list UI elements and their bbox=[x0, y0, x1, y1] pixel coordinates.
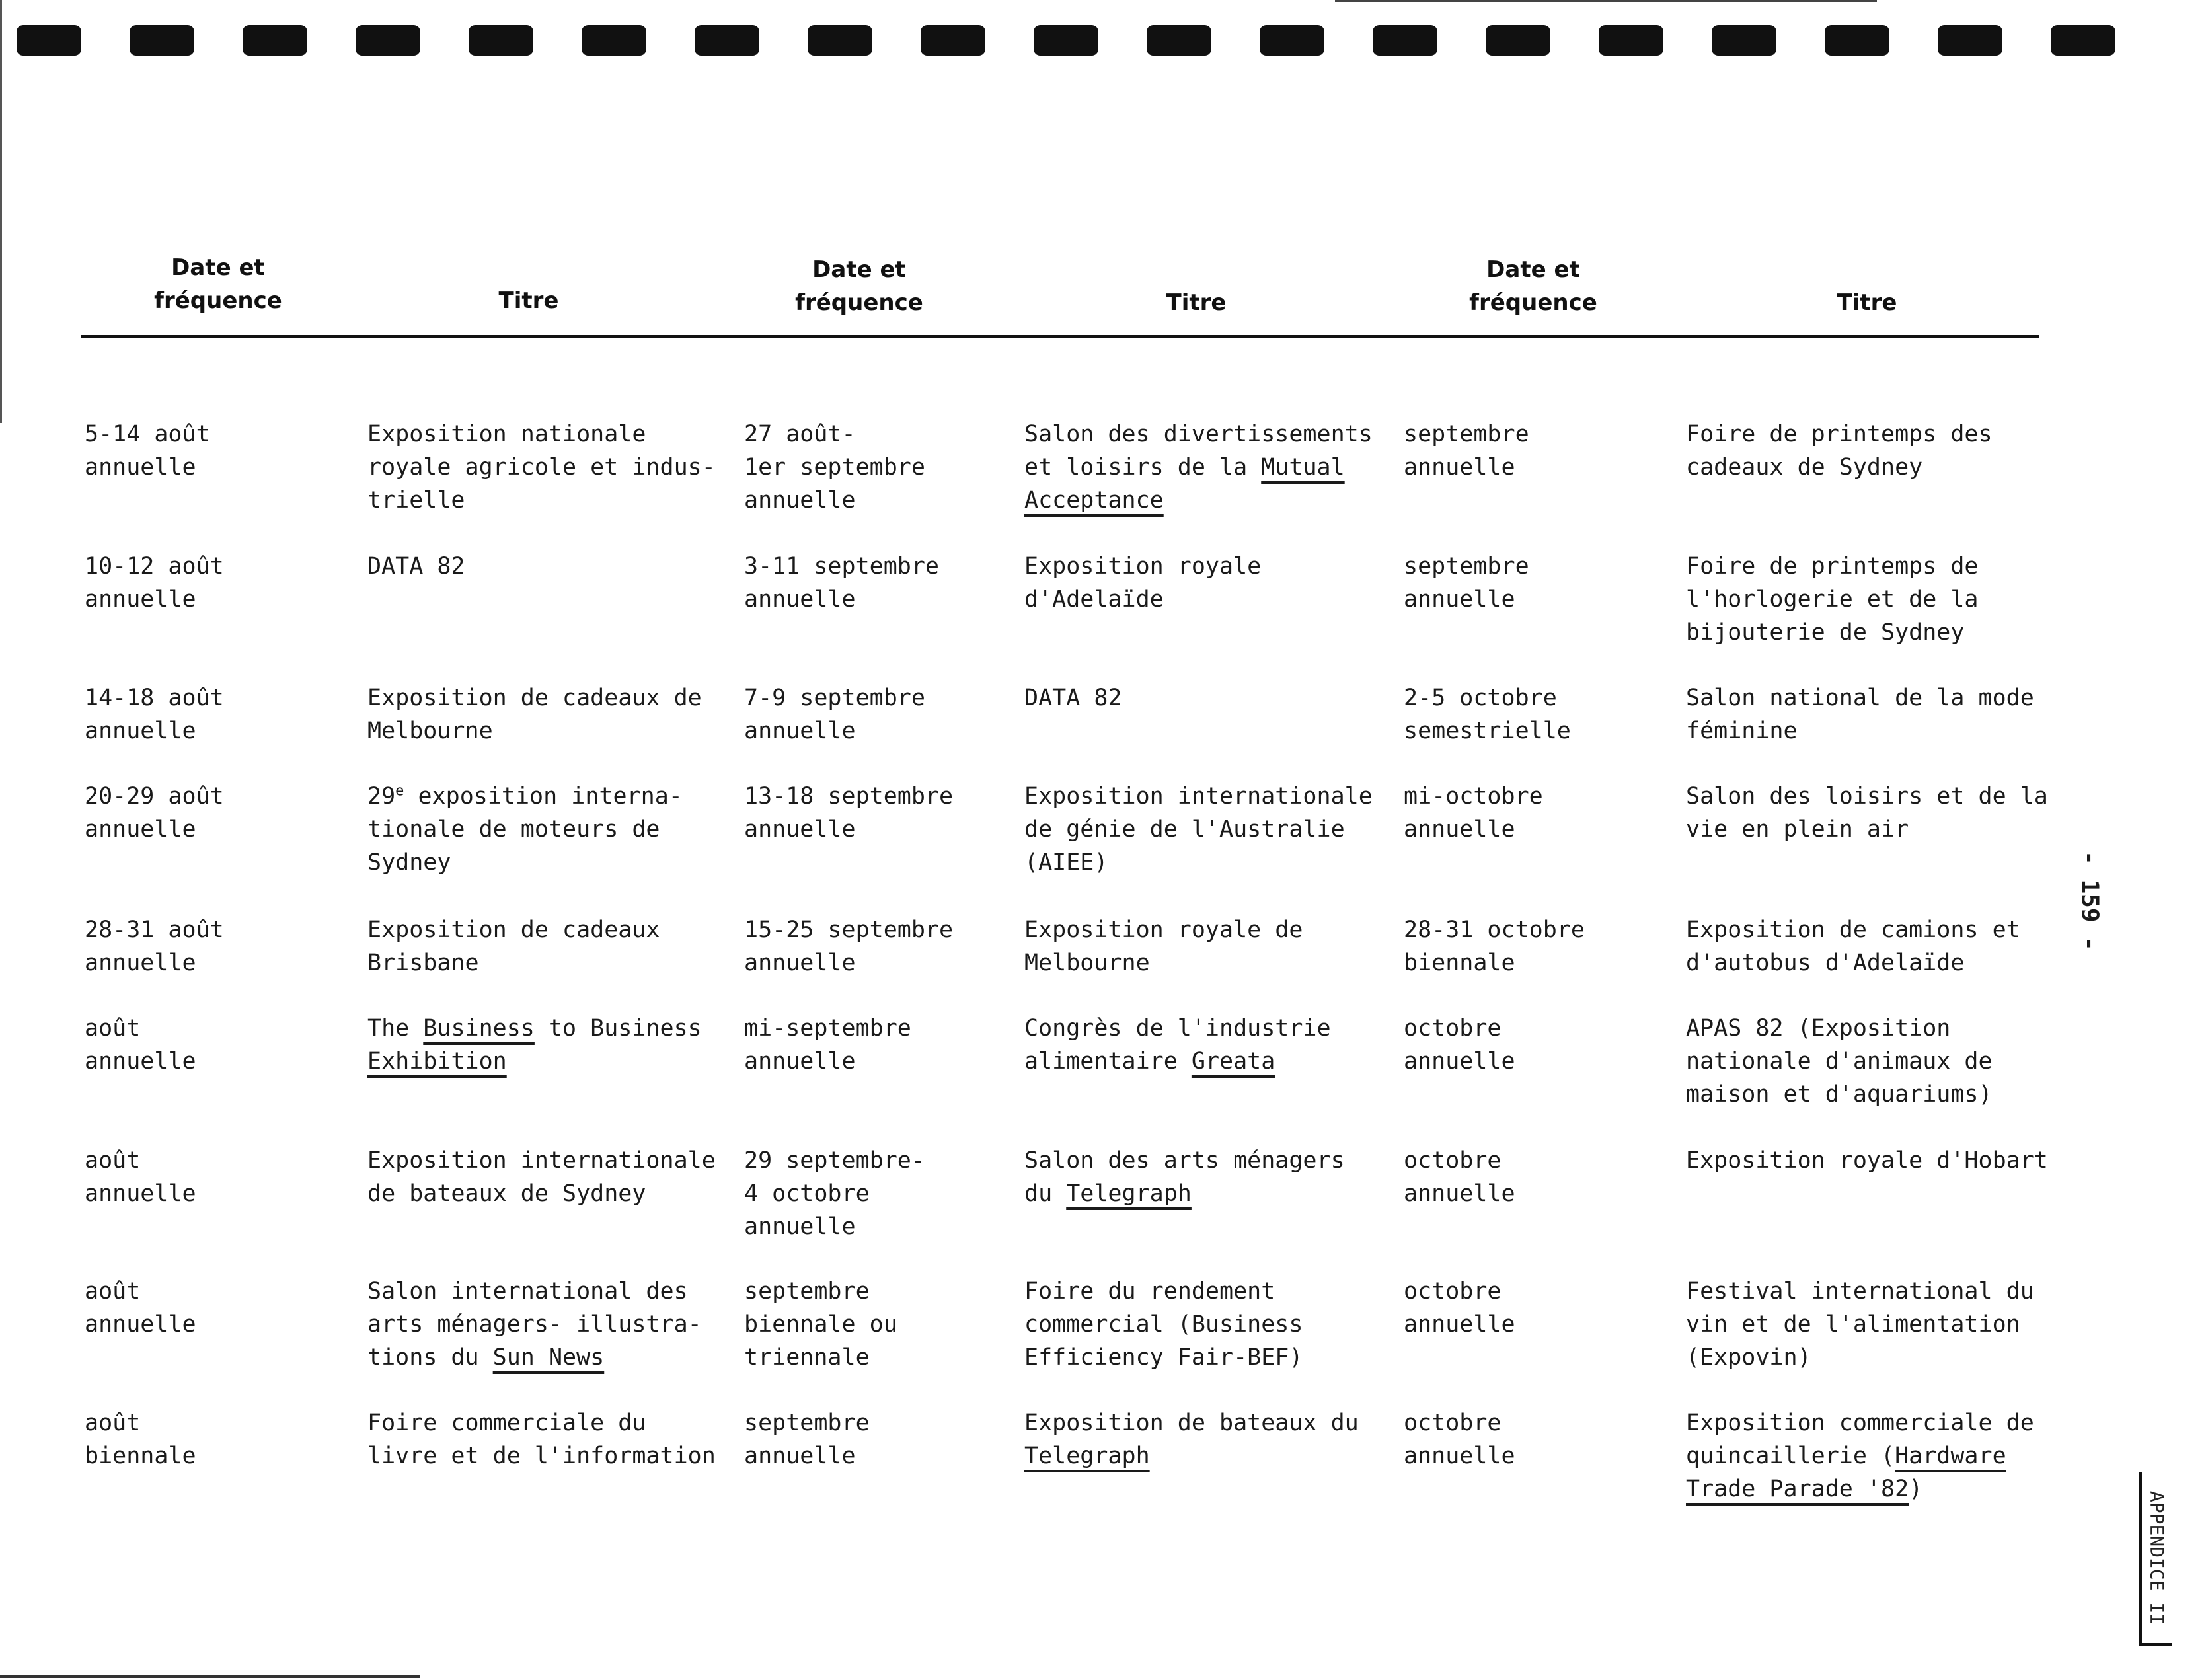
date-cell bbox=[85, 780, 224, 846]
header-text: Date et bbox=[171, 254, 265, 281]
date-cell bbox=[1404, 550, 1529, 616]
date-cell bbox=[85, 1144, 196, 1210]
date-cell bbox=[744, 418, 925, 517]
superscript: e bbox=[395, 783, 404, 800]
cell-line: DATA 82 bbox=[1024, 685, 1122, 711]
cell-line: annuelle bbox=[744, 718, 856, 744]
cell-line: Exposition royale d'Hobart bbox=[1686, 1147, 2048, 1174]
cell-line: mi-septembre bbox=[744, 1015, 911, 1042]
cell-line: Melbourne bbox=[1024, 950, 1150, 976]
cell-line: octobre bbox=[1404, 1278, 1502, 1305]
cell-line: 5-14 août bbox=[85, 421, 210, 447]
cell-line: annuelle bbox=[85, 718, 196, 744]
cell-line: commercial (Business bbox=[1024, 1311, 1303, 1338]
cell-line: Foire commerciale du bbox=[367, 1410, 646, 1436]
underlined-title: Hardware bbox=[1895, 1443, 2006, 1469]
header-title-1 bbox=[423, 284, 634, 317]
cell-line: annuelle bbox=[744, 950, 856, 976]
cell-line: 3-11 septembre bbox=[744, 553, 940, 580]
binder-hole bbox=[1034, 25, 1098, 56]
header-date-2 bbox=[753, 253, 965, 319]
date-cell bbox=[744, 780, 953, 846]
cell-line: septembre bbox=[1404, 553, 1529, 580]
underlined-title: Greata bbox=[1191, 1048, 1275, 1075]
cell-line: août bbox=[85, 1015, 141, 1042]
cell-line: royale agricole et indus- bbox=[367, 454, 716, 480]
cell-line: septembre bbox=[744, 1410, 870, 1436]
title-cell bbox=[1686, 418, 1993, 484]
title-cell bbox=[1024, 1012, 1331, 1078]
title-cell bbox=[367, 681, 702, 747]
cell-line: annuelle bbox=[744, 1048, 856, 1075]
header-text: Date et bbox=[1486, 256, 1580, 283]
cell-line: Salon des arts ménagers bbox=[1024, 1147, 1345, 1174]
cell-line: 2-5 octobre bbox=[1404, 685, 1557, 711]
underlined-title: Sun News bbox=[492, 1344, 605, 1371]
cell-line: (Expovin) bbox=[1686, 1344, 1811, 1371]
binder-hole bbox=[1712, 25, 1776, 56]
binder-hole bbox=[243, 25, 307, 56]
underlined-title: Acceptance bbox=[1024, 487, 1164, 514]
cell-line: annuelle bbox=[1404, 586, 1515, 613]
cell-line: annuelle bbox=[85, 950, 196, 976]
cell-line: Exposition de camions et bbox=[1686, 917, 2020, 943]
cell-line: DATA 82 bbox=[367, 553, 465, 580]
cell-line bbox=[1024, 484, 1373, 517]
date-cell bbox=[85, 913, 224, 979]
cell-line: 15-25 septembre bbox=[744, 917, 954, 943]
cell-line: 20-29 août bbox=[85, 783, 224, 810]
binder-hole bbox=[130, 25, 194, 56]
cell-line: août bbox=[85, 1147, 141, 1174]
cell-line: triennale bbox=[744, 1344, 870, 1371]
cell-line: annuelle bbox=[744, 586, 856, 613]
cell-line: biennale bbox=[85, 1443, 196, 1469]
cell-line: 29e exposition interna- bbox=[367, 783, 683, 810]
date-cell bbox=[85, 418, 210, 484]
date-cell bbox=[1404, 913, 1585, 979]
cell-line: octobre bbox=[1404, 1015, 1502, 1042]
title-cell bbox=[1024, 418, 1373, 517]
binder-hole bbox=[695, 25, 759, 56]
date-cell bbox=[744, 1275, 897, 1374]
cell-line: Congrès de l'industrie bbox=[1024, 1015, 1331, 1042]
date-cell bbox=[85, 550, 224, 616]
cell-line: de bateaux de Sydney bbox=[367, 1180, 646, 1207]
cell-line: Exposition internationale bbox=[367, 1147, 716, 1174]
header-date-3 bbox=[1427, 253, 1639, 319]
cell-line: Festival international du bbox=[1686, 1278, 2034, 1305]
cell-line: annuelle bbox=[1404, 1048, 1515, 1075]
binder-holes bbox=[0, 25, 2206, 59]
title-cell bbox=[367, 1275, 702, 1374]
cell-line: tions du Sun News bbox=[367, 1344, 605, 1371]
cell-line: 29 septembre- bbox=[744, 1147, 925, 1174]
cell-line: Exposition commerciale de bbox=[1686, 1410, 2034, 1436]
date-cell bbox=[1404, 681, 1571, 747]
title-cell bbox=[367, 1012, 702, 1078]
cell-line: l'horlogerie et de la bbox=[1686, 586, 1979, 613]
binder-hole bbox=[1599, 25, 1663, 56]
cell-line: annuelle bbox=[1404, 454, 1515, 480]
cell-line: Foire de printemps des bbox=[1686, 421, 1993, 447]
binder-hole bbox=[1938, 25, 2002, 56]
cell-line: 14-18 août bbox=[85, 685, 224, 711]
cell-line: Salon des loisirs et de la bbox=[1686, 783, 2048, 810]
cell-line: 7-9 septembre bbox=[744, 685, 925, 711]
title-cell bbox=[1024, 913, 1303, 979]
cell-line: Exposition de bateaux du bbox=[1024, 1410, 1359, 1436]
cell-line: bijouterie de Sydney bbox=[1686, 619, 1965, 646]
cell-line: tionale de moteurs de bbox=[367, 816, 660, 843]
header-text: Titre bbox=[1837, 289, 1897, 316]
cell-line: d'autobus d'Adelaïde bbox=[1686, 950, 1965, 976]
title-cell bbox=[1024, 1275, 1303, 1374]
underlined-title: Business bbox=[423, 1015, 535, 1042]
cell-line: mi-octobre bbox=[1404, 783, 1543, 810]
binder-hole bbox=[808, 25, 872, 56]
title-cell bbox=[367, 780, 683, 879]
header-text: Titre bbox=[498, 287, 559, 314]
cell-line: Foire de printemps de bbox=[1686, 553, 1979, 580]
date-cell bbox=[85, 1406, 196, 1472]
cell-line: Exposition royale bbox=[1024, 553, 1262, 580]
header-date-1 bbox=[112, 251, 324, 317]
cell-line: septembre bbox=[744, 1278, 870, 1305]
cell-line: Salon national de la mode bbox=[1686, 685, 2034, 711]
cell-line: semestrielle bbox=[1404, 718, 1571, 744]
page-number bbox=[2070, 845, 2110, 957]
cell-line: du Telegraph bbox=[1024, 1180, 1192, 1207]
date-cell bbox=[1404, 1144, 1515, 1210]
cell-line: Trade Parade '82) bbox=[1686, 1476, 1923, 1502]
binder-hole bbox=[921, 25, 985, 56]
cell-line: Exposition nationale bbox=[367, 421, 646, 447]
cell-line: et loisirs de la Mutual bbox=[1024, 454, 1345, 480]
date-cell bbox=[744, 550, 939, 616]
title-cell bbox=[1686, 780, 2048, 846]
cell-line: Efficiency Fair-BEF) bbox=[1024, 1344, 1303, 1371]
cell-line: alimentaire Greata bbox=[1024, 1048, 1275, 1075]
binder-hole bbox=[356, 25, 420, 56]
date-cell bbox=[744, 913, 953, 979]
cell-line: annuelle bbox=[744, 1443, 856, 1469]
side-tab bbox=[2139, 1472, 2172, 1646]
cell-line: (AIEE) bbox=[1024, 849, 1108, 876]
date-cell bbox=[1404, 1406, 1515, 1472]
title-cell bbox=[1686, 1144, 2048, 1177]
title-cell bbox=[1024, 550, 1261, 616]
cell-line: Salon des divertissements bbox=[1024, 421, 1373, 447]
cell-line: biennale bbox=[1404, 950, 1515, 976]
date-cell bbox=[1404, 1275, 1515, 1341]
underlined-title: Exhibition bbox=[367, 1048, 507, 1075]
binder-hole bbox=[1260, 25, 1324, 56]
cell-line: quincaillerie (Hardware bbox=[1686, 1443, 2006, 1469]
binder-hole bbox=[582, 25, 646, 56]
cell-line: 1er septembre bbox=[744, 454, 925, 480]
date-cell bbox=[744, 1406, 870, 1472]
cell-line: Exposition royale de bbox=[1024, 917, 1303, 943]
title-cell bbox=[367, 550, 465, 583]
date-cell bbox=[1404, 1012, 1515, 1078]
cell-line: août bbox=[85, 1278, 141, 1305]
cell-line: féminine bbox=[1686, 718, 1798, 744]
scan-edge-line bbox=[0, 0, 2, 423]
side-tab-label: APPENDICE II bbox=[2146, 1490, 2168, 1625]
scan-edge-line bbox=[1335, 0, 1877, 2]
page-number-text: - 159 - bbox=[2076, 851, 2104, 951]
cell-line: annuelle bbox=[85, 816, 196, 843]
cell-line: 4 octobre bbox=[744, 1180, 870, 1207]
cell-line: vie en plein air bbox=[1686, 816, 1909, 843]
title-cell bbox=[1024, 681, 1122, 714]
cell-line: 28-31 octobre bbox=[1404, 917, 1585, 943]
title-cell bbox=[367, 418, 716, 517]
cell-line: 27 août- bbox=[744, 421, 856, 447]
cell-line: 28-31 août bbox=[85, 917, 224, 943]
cell-line: octobre bbox=[1404, 1147, 1502, 1174]
title-cell bbox=[1686, 1012, 1993, 1111]
title-cell bbox=[1024, 1144, 1345, 1210]
cell-line: annuelle bbox=[85, 1180, 196, 1207]
binder-hole bbox=[1373, 25, 1437, 56]
title-cell bbox=[367, 1406, 716, 1472]
header-text: fréquence bbox=[154, 287, 282, 314]
cell-line: août bbox=[85, 1410, 141, 1436]
binder-hole bbox=[1486, 25, 1550, 56]
title-cell bbox=[1686, 1275, 2034, 1374]
cell-line: de génie de l'Australie bbox=[1024, 816, 1345, 843]
cell-line: arts ménagers- illustra- bbox=[367, 1311, 702, 1338]
cell-line: Sydney bbox=[367, 849, 451, 876]
binder-hole bbox=[17, 25, 81, 56]
binder-hole bbox=[1147, 25, 1211, 56]
title-cell bbox=[1024, 780, 1373, 879]
cell-line: annuelle bbox=[1404, 1311, 1515, 1338]
date-cell bbox=[744, 681, 925, 747]
header-title-2 bbox=[1090, 286, 1302, 319]
cell-line: biennale ou bbox=[744, 1311, 897, 1338]
cell-line: annuelle bbox=[1404, 816, 1515, 843]
date-cell bbox=[744, 1144, 925, 1243]
cell-line: annuelle bbox=[744, 487, 856, 514]
binder-hole bbox=[469, 25, 533, 56]
header-text: Date et bbox=[812, 256, 906, 283]
cell-line: Foire du rendement bbox=[1024, 1278, 1275, 1305]
title-cell bbox=[1686, 1406, 2034, 1506]
header-rule bbox=[81, 335, 2039, 338]
title-cell bbox=[1686, 681, 2034, 747]
cell-line: Exposition internationale bbox=[1024, 783, 1373, 810]
date-cell bbox=[744, 1012, 911, 1078]
cell-line: annuelle bbox=[85, 1048, 196, 1075]
cell-line: octobre bbox=[1404, 1410, 1502, 1436]
cell-line: Brisbane bbox=[367, 950, 479, 976]
title-cell bbox=[1024, 1406, 1359, 1472]
cell-line: Exposition de cadeaux bbox=[367, 917, 660, 943]
cell-line: annuelle bbox=[85, 586, 196, 613]
cell-line: annuelle bbox=[744, 1213, 856, 1240]
cell-line: d'Adelaïde bbox=[1024, 586, 1164, 613]
title-cell bbox=[367, 1144, 716, 1210]
cell-line: trielle bbox=[367, 487, 465, 514]
cell-line: The Business to Business bbox=[367, 1015, 702, 1042]
header-text: fréquence bbox=[795, 289, 923, 316]
binder-hole bbox=[1825, 25, 1889, 56]
cell-line: Salon international des bbox=[367, 1278, 688, 1305]
date-cell bbox=[1404, 418, 1529, 484]
underlined-title: Mutual bbox=[1261, 454, 1345, 480]
binder-hole bbox=[2051, 25, 2115, 56]
cell-line: Exposition de cadeaux de bbox=[367, 685, 702, 711]
cell-line: septembre bbox=[1404, 421, 1529, 447]
cell-line: nationale d'animaux de bbox=[1686, 1048, 1993, 1075]
date-cell bbox=[85, 681, 224, 747]
cell-line bbox=[1024, 1439, 1359, 1472]
title-cell bbox=[367, 913, 660, 979]
header-title-3 bbox=[1761, 286, 1973, 319]
title-cell bbox=[1686, 913, 2020, 979]
cell-line: annuelle bbox=[1404, 1443, 1515, 1469]
cell-line: APAS 82 (Exposition bbox=[1686, 1015, 1951, 1042]
cell-line: maison et d'aquariums) bbox=[1686, 1081, 1993, 1108]
underlined-title: Trade Parade '82 bbox=[1686, 1476, 1909, 1502]
cell-line: annuelle bbox=[744, 816, 856, 843]
cell-line: 10-12 août bbox=[85, 553, 224, 580]
cell-line: cadeaux de Sydney bbox=[1686, 454, 1923, 480]
date-cell bbox=[1404, 780, 1543, 846]
header-text: Titre bbox=[1166, 289, 1227, 316]
cell-line: annuelle bbox=[85, 1311, 196, 1338]
cell-line: livre et de l'information bbox=[367, 1443, 716, 1469]
date-cell bbox=[85, 1012, 196, 1078]
date-cell bbox=[85, 1275, 196, 1341]
cell-line: annuelle bbox=[85, 454, 196, 480]
cell-line bbox=[367, 1045, 702, 1078]
scan-edge-line bbox=[0, 1675, 420, 1678]
cell-line: 13-18 septembre bbox=[744, 783, 954, 810]
underlined-title: Telegraph bbox=[1066, 1180, 1192, 1207]
header-text: fréquence bbox=[1469, 289, 1597, 316]
underlined-title: Telegraph bbox=[1024, 1443, 1150, 1469]
cell-line: annuelle bbox=[1404, 1180, 1515, 1207]
title-cell bbox=[1686, 550, 1979, 649]
cell-line: Melbourne bbox=[367, 718, 493, 744]
cell-line: vin et de l'alimentation bbox=[1686, 1311, 2020, 1338]
